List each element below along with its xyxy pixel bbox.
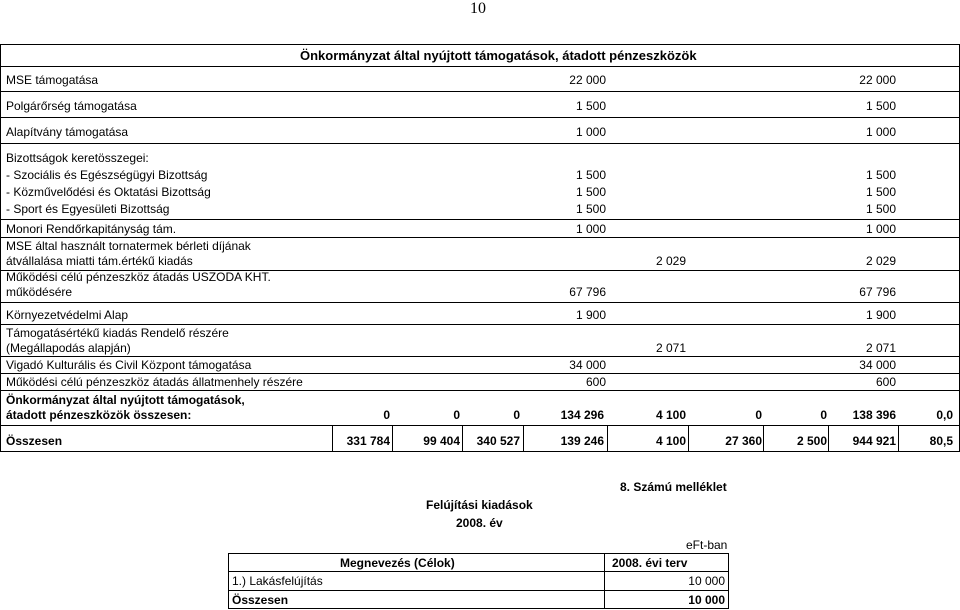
annex-title: Felújítási kiadások xyxy=(426,498,533,512)
divider xyxy=(0,237,960,238)
divider xyxy=(0,117,960,118)
row-label: MSE támogatása xyxy=(6,73,99,87)
row-label: MSE által használt tornatermek bérleti díjának xyxy=(6,239,251,253)
divider xyxy=(0,324,960,325)
annex-year: 2008. év xyxy=(456,516,503,530)
row-label: Vigadó Kulturális és Civil Központ támogatása xyxy=(6,358,252,372)
subtotal-value: 0 xyxy=(513,408,520,422)
row-value-1: 1 000 xyxy=(575,125,606,139)
row-label: Polgárőrség támogatása xyxy=(6,99,137,113)
annex-row-value: 10 000 xyxy=(688,574,725,588)
divider xyxy=(0,302,960,303)
row-value-2: 2 029 xyxy=(865,254,896,268)
row-label: Működési célú pénzeszköz átadás USZODA KHT. xyxy=(6,270,271,284)
divider xyxy=(0,373,960,374)
row-value-1: 2 029 xyxy=(655,254,686,268)
annex-total-label: Összesen xyxy=(232,593,289,607)
row-value-1: 1 500 xyxy=(575,202,606,216)
table-left-border xyxy=(0,44,1,452)
annex-col-plan: 2008. évi terv xyxy=(612,556,688,570)
divider xyxy=(0,451,960,452)
total-value: 4 100 xyxy=(655,434,686,448)
annex-label: 8. Számú melléklet xyxy=(620,480,727,494)
cell-border xyxy=(523,425,524,452)
row-value-2: 67 796 xyxy=(859,285,896,299)
cell-border xyxy=(828,425,829,452)
row-value-1: 1 500 xyxy=(575,168,606,182)
cell-border xyxy=(898,425,899,452)
row-value-2: 1 500 xyxy=(865,185,896,199)
row-value-2: 1 000 xyxy=(865,222,896,236)
annex-table-top xyxy=(228,553,729,554)
subtotal-value: 0 xyxy=(755,408,762,422)
annex-total-value: 10 000 xyxy=(688,593,725,607)
divider xyxy=(228,571,729,572)
row-label: Környezetvédelmi Alap xyxy=(6,308,129,322)
row-label: (Megállapodás alapján) xyxy=(6,341,131,355)
table-top-border xyxy=(0,44,960,45)
divider xyxy=(0,356,960,357)
cell-border xyxy=(604,553,605,609)
divider xyxy=(0,143,960,144)
total-value: 944 921 xyxy=(852,434,896,448)
row-value-2: 34 000 xyxy=(859,358,896,372)
cell-border xyxy=(392,425,393,452)
subtotal-value: 0 xyxy=(453,408,460,422)
row-value-1: 1 000 xyxy=(575,222,606,236)
subtotal-label: Önkormányzat által nyújtott támogatások, xyxy=(6,393,245,407)
subtotal-value: 0,0 xyxy=(936,408,953,422)
table-title: Önkormányzat által nyújtott támogatások, átadott pénzeszközök xyxy=(300,48,697,63)
row-label: működésére xyxy=(6,285,73,299)
annex-table-bottom xyxy=(228,608,729,609)
row-value-2: 600 xyxy=(875,375,896,389)
subtotal-value: 0 xyxy=(383,408,390,422)
total-value: 99 404 xyxy=(423,434,460,448)
row-label: Működési célú pénzeszköz átadás állatmenhely részére xyxy=(6,375,303,389)
row-label: Alapítvány támogatása xyxy=(6,125,129,139)
total-value: 2 500 xyxy=(796,434,827,448)
divider xyxy=(0,390,960,391)
row-value-1: 22 000 xyxy=(569,73,606,87)
divider xyxy=(0,66,960,67)
annex-row-label: 1.) Lakásfelújítás xyxy=(232,574,323,588)
subtotal-value: 4 100 xyxy=(655,408,686,422)
row-value-2: 1 000 xyxy=(865,125,896,139)
row-value-2: 1 500 xyxy=(865,99,896,113)
total-value: 27 360 xyxy=(725,434,762,448)
row-value-1: 600 xyxy=(585,375,606,389)
cell-border xyxy=(607,425,608,452)
total-value: 80,5 xyxy=(929,434,953,448)
divider xyxy=(228,590,729,591)
cell-border xyxy=(763,425,764,452)
row-value-1: 1 500 xyxy=(575,185,606,199)
row-label: - Szociális és Egészségügyi Bizottság xyxy=(6,168,208,182)
row-value-1: 2 071 xyxy=(655,341,686,355)
row-value-1: 34 000 xyxy=(569,358,606,372)
unit-label: eFt-ban xyxy=(686,538,728,552)
row-value-2: 1 500 xyxy=(865,202,896,216)
total-value: 340 527 xyxy=(476,434,520,448)
row-label: Monori Rendőrkapitányság tám. xyxy=(6,222,177,236)
cell-border xyxy=(728,553,729,609)
cell-border xyxy=(332,425,333,452)
row-label: - Közművelődési és Oktatási Bizottság xyxy=(6,185,211,199)
row-label: Bizottságok keretösszegei: xyxy=(6,151,149,165)
subtotal-value: 134 296 xyxy=(560,408,604,422)
total-value: 331 784 xyxy=(346,434,390,448)
row-label: Támogatásértékű kiadás Rendelő részére xyxy=(6,326,229,340)
annex-col-name: Megnevezés (Célok) xyxy=(340,556,455,570)
divider xyxy=(0,219,960,220)
row-label: átvállalása miatti tám.értékű kiadás xyxy=(6,254,193,268)
row-value-1: 67 796 xyxy=(569,285,606,299)
row-value-1: 1 500 xyxy=(575,99,606,113)
cell-border xyxy=(688,425,689,452)
subtotal-value: 138 396 xyxy=(852,408,896,422)
divider xyxy=(0,425,960,426)
row-value-2: 2 071 xyxy=(865,341,896,355)
cell-border xyxy=(462,425,463,452)
page-number: 10 xyxy=(470,0,486,17)
row-value-2: 22 000 xyxy=(859,73,896,87)
divider xyxy=(0,91,960,92)
subtotal-label: átadott pénzeszközök összesen: xyxy=(6,408,192,422)
row-value-2: 1 500 xyxy=(865,168,896,182)
subtotal-value: 0 xyxy=(820,408,827,422)
row-label: - Sport és Egyesületi Bizottság xyxy=(6,202,170,216)
total-label: Összesen xyxy=(6,434,63,448)
row-value-1: 1 900 xyxy=(575,308,606,322)
cell-border xyxy=(228,553,229,609)
row-value-2: 1 900 xyxy=(865,308,896,322)
total-value: 139 246 xyxy=(560,434,604,448)
